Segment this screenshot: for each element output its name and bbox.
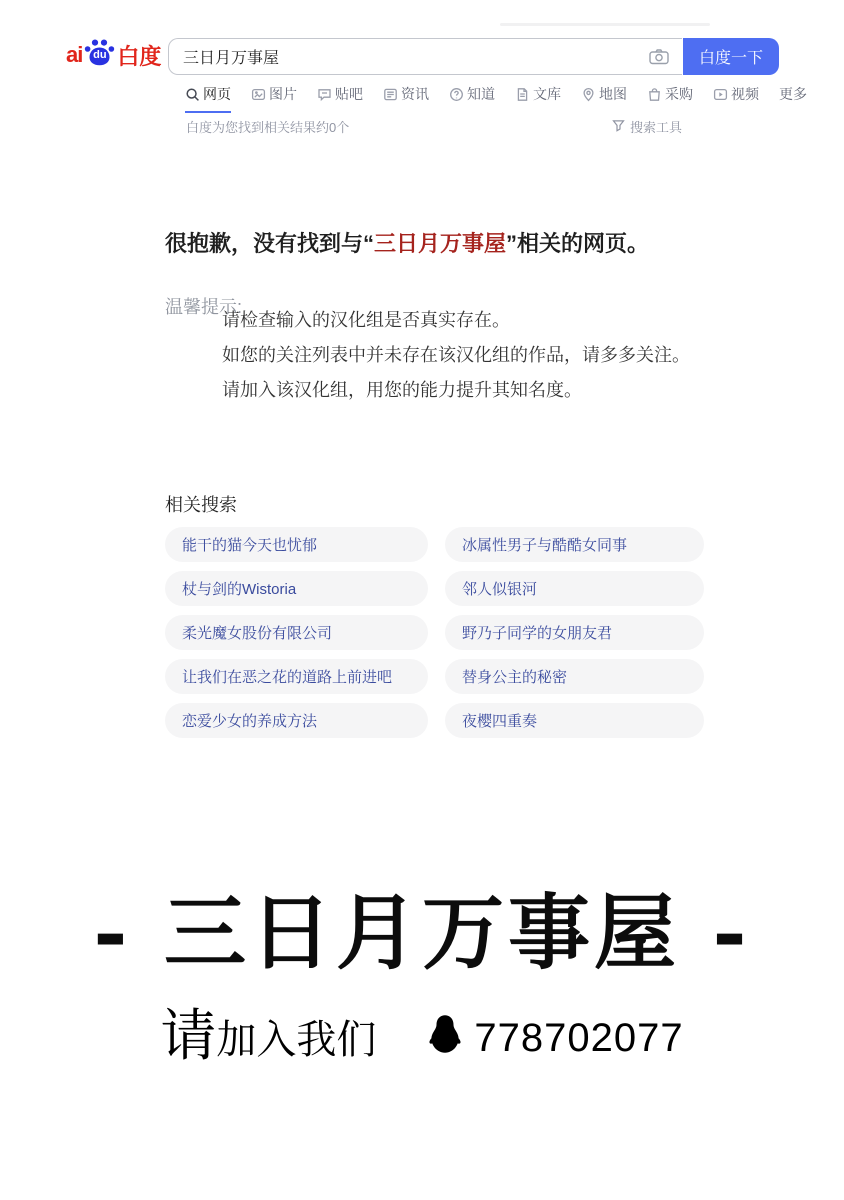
camera-icon[interactable] bbox=[649, 48, 669, 65]
question-icon bbox=[449, 87, 464, 102]
related-search-link[interactable]: 让我们在恶之花的道路上前进吧 bbox=[165, 659, 428, 694]
results-count: 白度为您找到相关结果约0个 bbox=[186, 120, 350, 135]
tab-webpages[interactable] bbox=[185, 84, 231, 113]
search-button[interactable]: 白度一下 bbox=[683, 38, 779, 75]
tab-label: 更多 bbox=[779, 86, 807, 102]
logo-text-ai: ai bbox=[66, 42, 83, 67]
tab-label: 图片 bbox=[269, 86, 297, 102]
image-icon bbox=[251, 87, 266, 102]
search-tools-toggle[interactable] bbox=[612, 117, 682, 136]
tip-item: 请加入该汉化组，用您的能力提升其知名度。 bbox=[222, 380, 582, 400]
search-keyword: 三日月万事屋 bbox=[374, 230, 507, 256]
tab-label: 视频 bbox=[731, 86, 759, 102]
tieba-icon bbox=[317, 87, 332, 102]
tab-more[interactable] bbox=[779, 84, 807, 113]
search-tools-label: 搜索工具 bbox=[630, 120, 683, 135]
tab-label: 网页 bbox=[203, 86, 231, 102]
tip-item: 如您的关注列表中并未存在该汉化组的作品，请多多关注。 bbox=[222, 345, 690, 365]
map-pin-icon bbox=[581, 87, 596, 102]
search-box bbox=[168, 38, 682, 75]
message-suffix: ”相关的网页。 bbox=[506, 230, 650, 256]
qq-number: 778702077 bbox=[474, 1015, 684, 1060]
paw-icon bbox=[83, 38, 116, 72]
related-search-link[interactable]: 杖与剑的Wistoria bbox=[165, 571, 428, 606]
join-text-rest: 加入我们 bbox=[216, 1018, 377, 1062]
news-icon bbox=[383, 87, 398, 102]
tab-zhidao[interactable] bbox=[449, 84, 495, 113]
tab-news[interactable] bbox=[383, 84, 429, 113]
tips-list bbox=[222, 303, 690, 408]
related-search-link[interactable]: 夜樱四重奏 bbox=[445, 703, 704, 738]
related-searches-title: 相关搜索 bbox=[165, 495, 237, 515]
join-text-big: 请 bbox=[160, 1004, 217, 1067]
group-banner-title: - 三日月万事屋 - bbox=[93, 885, 751, 981]
tips-title: 温馨提示: bbox=[165, 297, 243, 317]
logo-text-du: du bbox=[93, 49, 107, 61]
related-search-link[interactable]: 邻人似银河 bbox=[445, 571, 704, 606]
message-prefix: 很抱歉，没有找到与“ bbox=[165, 230, 375, 256]
tab-label: 地图 bbox=[599, 86, 627, 102]
tab-maps[interactable] bbox=[581, 84, 627, 113]
no-results-message bbox=[165, 227, 649, 258]
tip-item: 请检查输入的汉化组是否真实存在。 bbox=[222, 310, 510, 330]
related-search-link[interactable]: 恋爱少女的养成方法 bbox=[165, 703, 428, 738]
tab-label: 资讯 bbox=[401, 86, 429, 102]
doc-icon bbox=[515, 87, 530, 102]
related-searches-grid bbox=[165, 527, 704, 738]
qq-contact bbox=[428, 1012, 683, 1061]
suggestion-panel-edge bbox=[500, 23, 710, 26]
join-us-line bbox=[0, 1004, 844, 1067]
logo-brand-text: 白度 bbox=[117, 43, 162, 69]
bag-icon bbox=[647, 87, 662, 102]
video-icon bbox=[713, 87, 728, 102]
search-icon bbox=[185, 87, 200, 102]
related-search-link[interactable]: 替身公主的秘密 bbox=[445, 659, 704, 694]
tab-caigou[interactable] bbox=[647, 84, 693, 113]
related-search-link[interactable]: 能干的猫今天也忧郁 bbox=[165, 527, 428, 562]
related-search-link[interactable]: 野乃子同学的女朋友君 bbox=[445, 615, 704, 650]
search-input[interactable] bbox=[169, 48, 649, 66]
baidu-logo[interactable] bbox=[66, 38, 161, 72]
tab-images[interactable] bbox=[251, 84, 297, 113]
tab-wenku[interactable] bbox=[515, 84, 561, 113]
tab-label: 采购 bbox=[665, 86, 693, 102]
tab-label: 贴吧 bbox=[335, 86, 363, 102]
vertical-tabs-nav bbox=[185, 84, 807, 113]
tab-tieba[interactable] bbox=[317, 84, 363, 113]
related-search-link[interactable]: 柔光魔女股份有限公司 bbox=[165, 615, 428, 650]
funnel-icon bbox=[612, 119, 625, 135]
tab-videos[interactable] bbox=[713, 84, 759, 113]
qq-penguin-icon bbox=[428, 1014, 462, 1059]
tab-label: 知道 bbox=[467, 86, 495, 102]
tab-label: 文库 bbox=[533, 86, 561, 102]
related-search-link[interactable]: 冰属性男子与酷酷女同事 bbox=[445, 527, 704, 562]
